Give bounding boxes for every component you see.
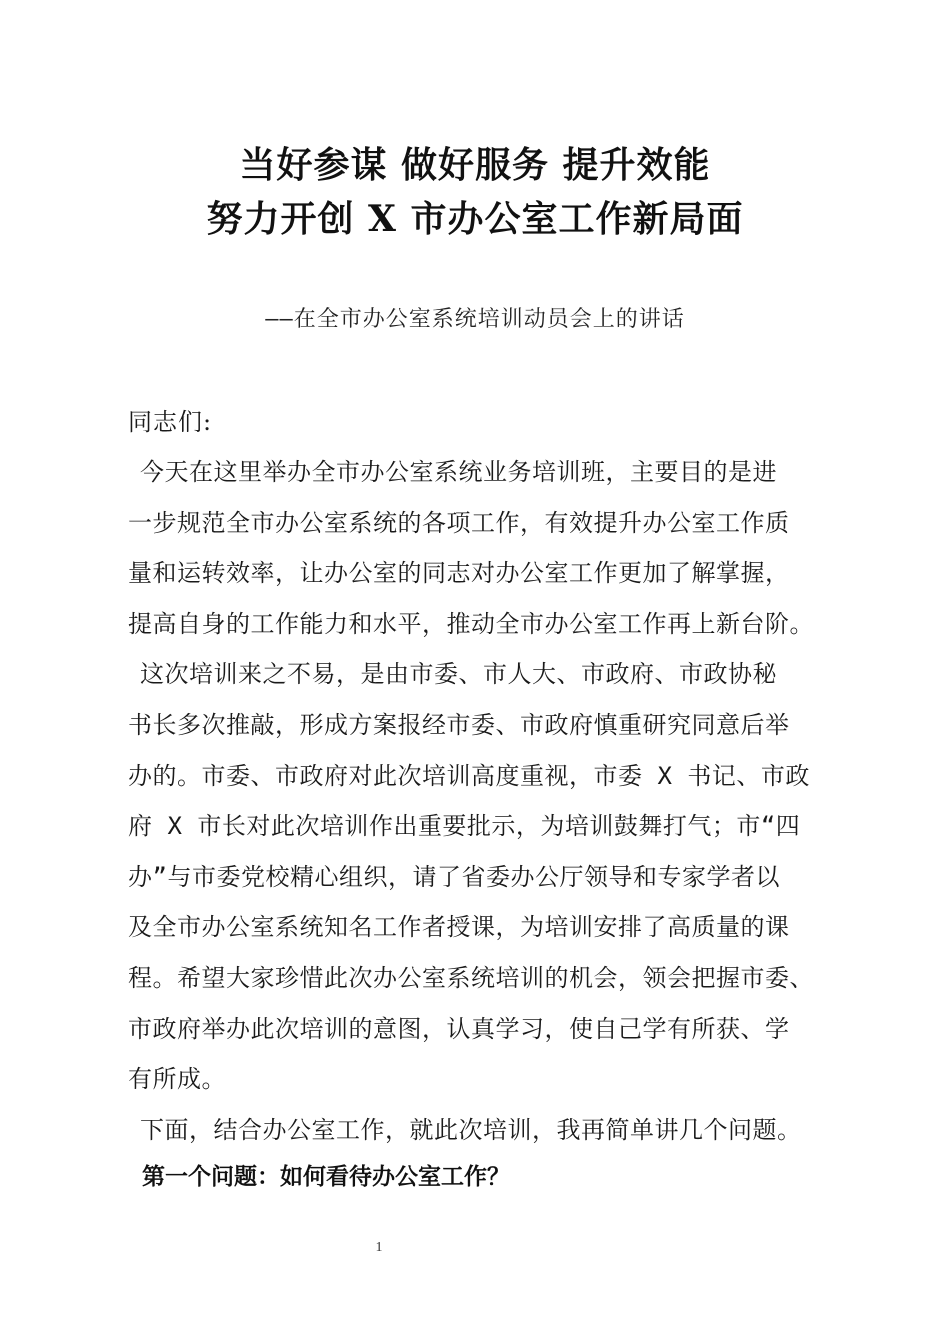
paragraph-line: 有所成。 xyxy=(128,1065,226,1094)
paragraph-2 xyxy=(128,649,838,1104)
paragraph-1 xyxy=(128,447,838,649)
greeting: 同志们: xyxy=(128,408,213,436)
paragraph-line: 今天在这里举办全市办公室系统业务培训班，主要目的是进 xyxy=(140,458,777,486)
section-heading: 第一个问题：如何看待办公室工作？ xyxy=(142,1164,510,1191)
document-body xyxy=(128,397,838,1199)
paragraph-line: 办”与市委党校精心组织，请了省委办公厅领导和专家学者以 xyxy=(128,862,780,891)
title-line-1: 当好参谋 做好服务 提升效能 xyxy=(239,144,711,186)
paragraph-line: 办的。市委、市政府对此次培训高度重视，市委 X 书记、市政 xyxy=(128,761,810,790)
paragraph-line: 提高自身的工作能力和水平，推动全市办公室工作再上新台阶。 xyxy=(128,609,814,638)
document-title xyxy=(0,138,950,246)
paragraph-line: 一步规范全市办公室系统的各项工作，有效提升办公室工作质 xyxy=(128,508,790,537)
paragraph-line: 这次培训来之不易，是由市委、市人大、市政府、市政协秘 xyxy=(140,660,777,689)
paragraph-line: 及全市办公室系统知名工作者授课，为培训安排了高质量的课 xyxy=(128,913,790,942)
paragraph-line: 程。希望大家珍惜此次办公室系统培训的机会，领会把握市委、 xyxy=(128,963,814,992)
paragraph-line: 市政府举办此次培训的意图，认真学习，使自己学有所获、学 xyxy=(128,1014,790,1043)
paragraph-line: 下面，结合办公室工作，就此次培训，我再简单讲几个问题。 xyxy=(140,1115,802,1144)
paragraph-line: 书长多次推敲，形成方案报经市委、市政府慎重研究同意后举 xyxy=(128,710,790,739)
paragraph-line: 府 X 市长对此次培训作出重要批示，为培训鼓舞打气；市“四 xyxy=(128,812,801,841)
paragraph-3 xyxy=(128,1105,838,1156)
document-subtitle: ——在全市办公室系统培训动员会上的讲话 xyxy=(265,307,685,332)
page-number: 1 xyxy=(375,1240,383,1255)
title-line-2: 努力开创 X 市办公室工作新局面 xyxy=(206,198,744,240)
paragraph-line: 量和运转效率，让办公室的同志对办公室工作更加了解掌握， xyxy=(128,559,790,588)
